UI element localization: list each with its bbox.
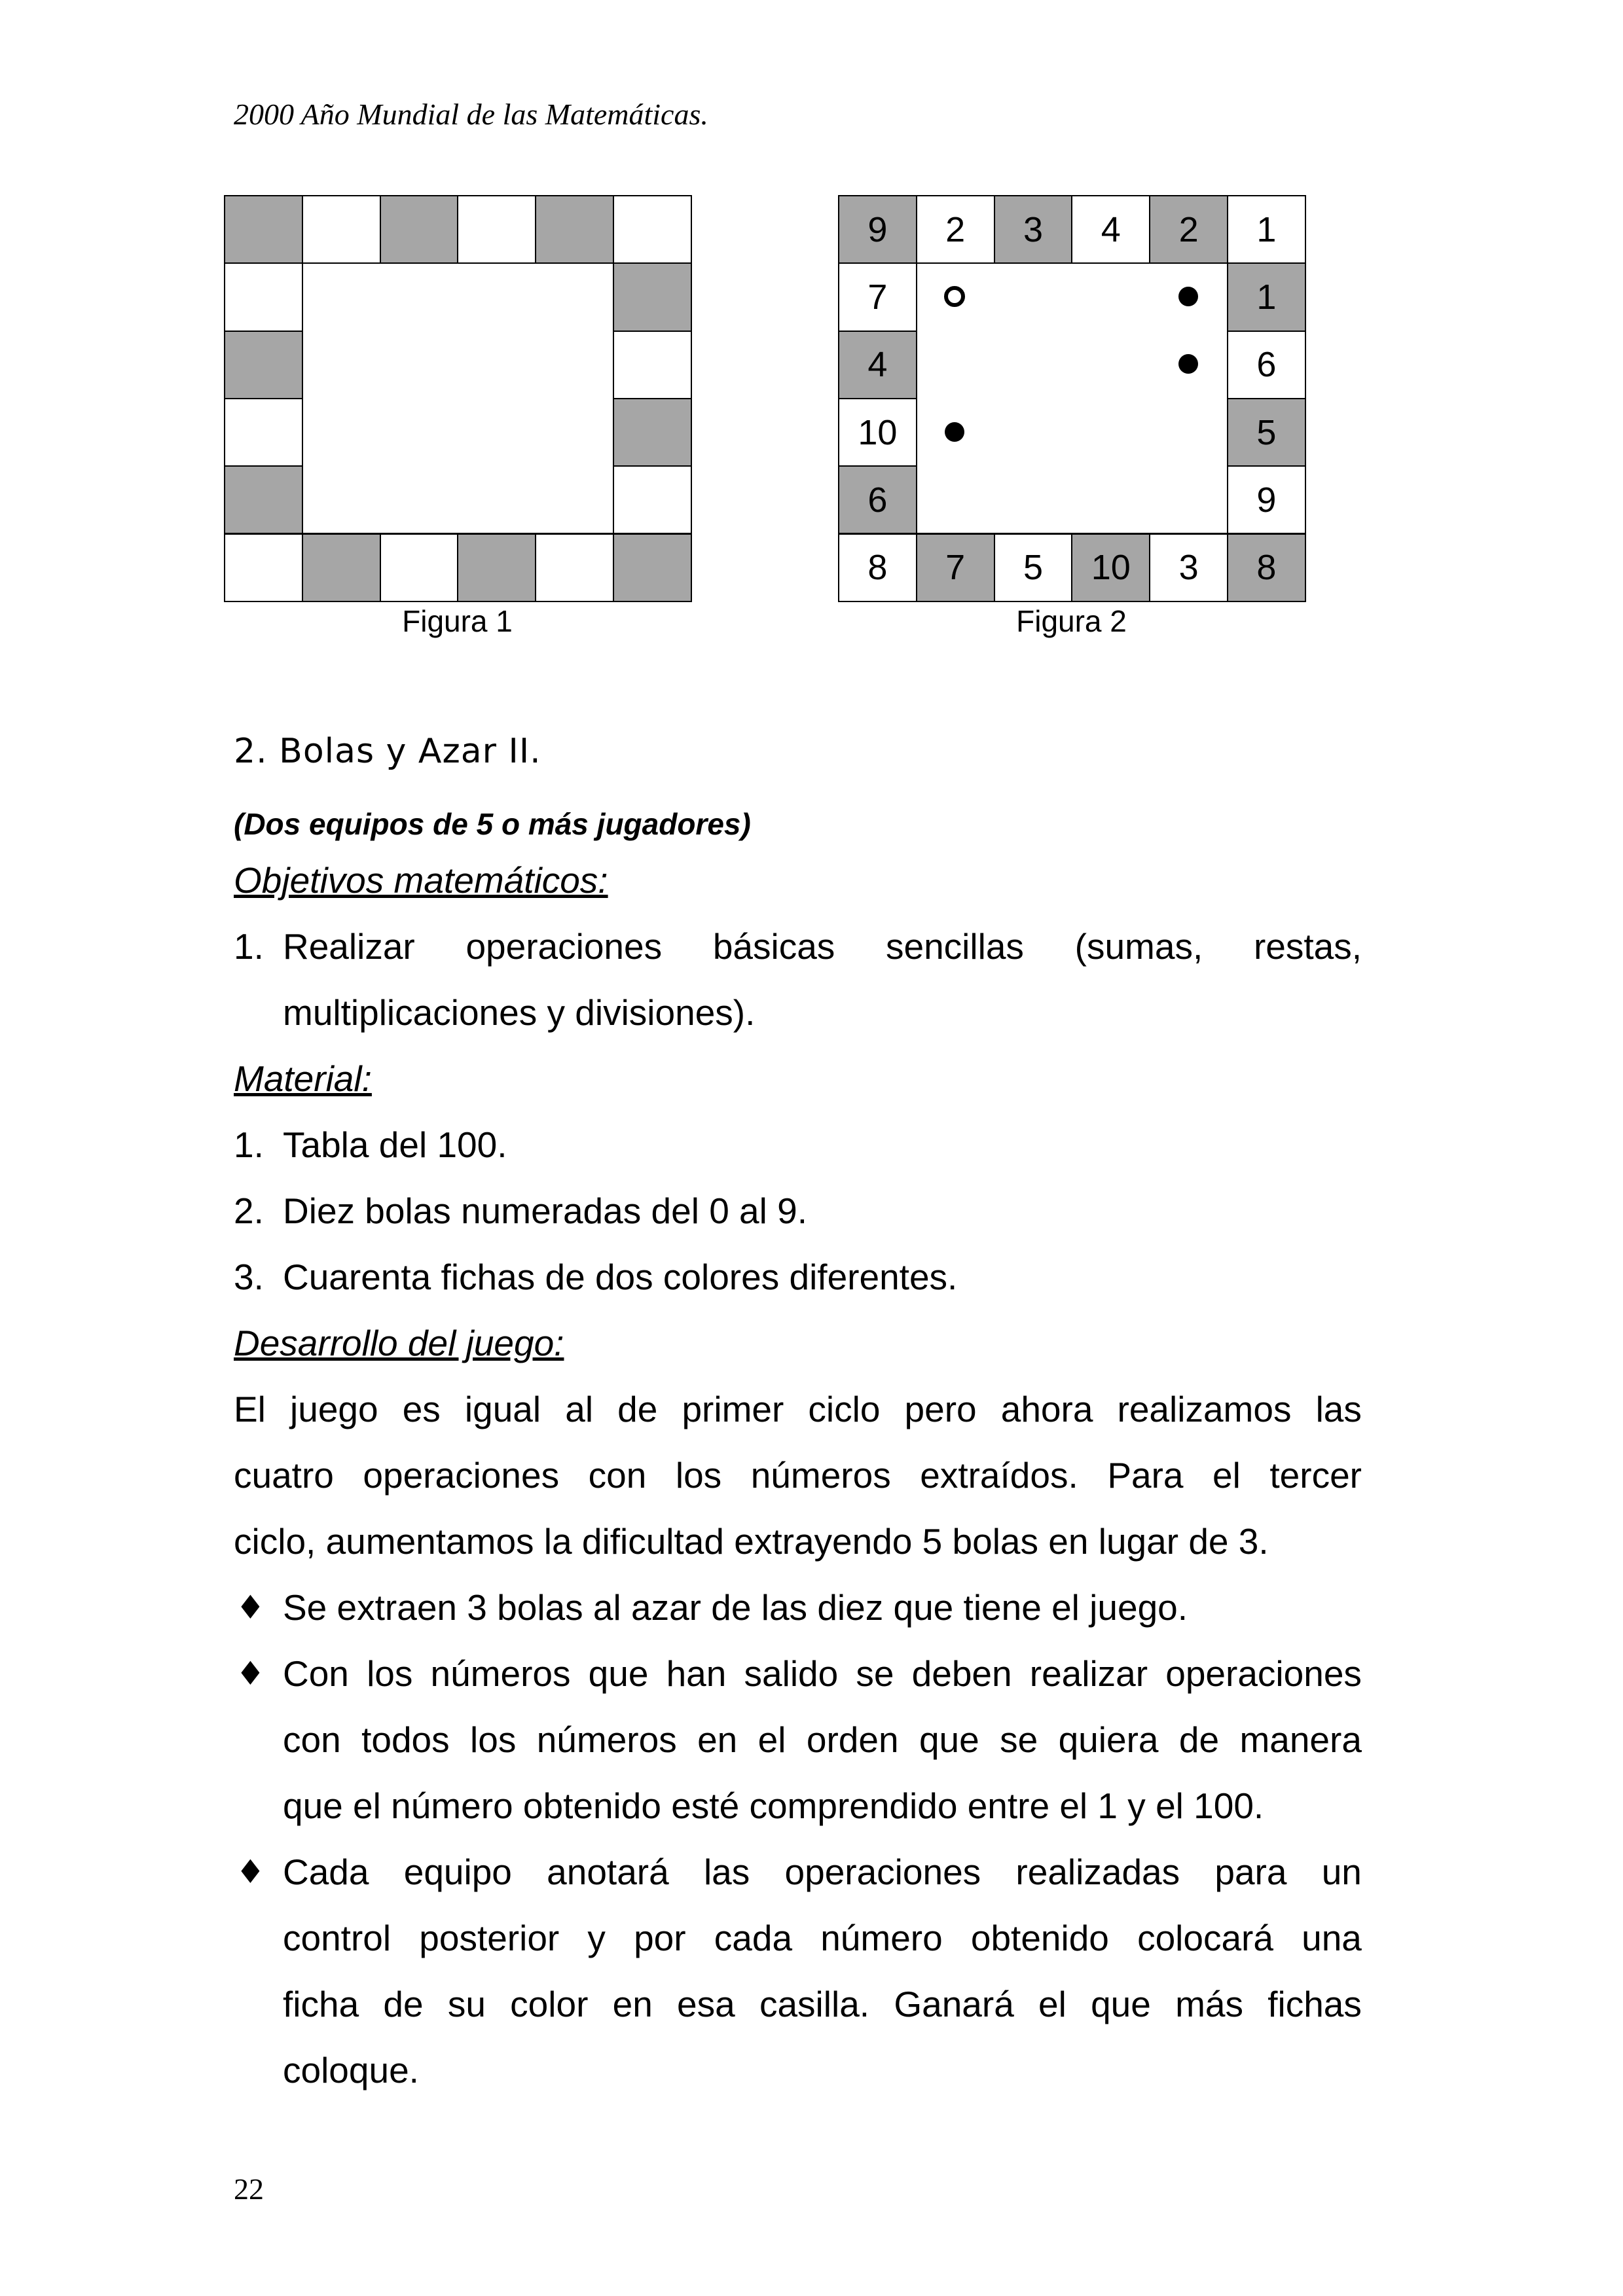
board-cell (457, 533, 536, 602)
word: extraídos. (920, 1455, 1078, 1496)
board-cell (224, 331, 303, 399)
diamond-bullet-icon: ♦ (236, 1853, 265, 1891)
word: (sumas, (1074, 926, 1203, 967)
material-item: Diez bolas numeradas del 0 al 9. (283, 1191, 808, 1231)
word: restas, (1253, 926, 1362, 967)
word: ficha (283, 1984, 359, 2024)
board-cell (613, 533, 692, 602)
word: un (1321, 1852, 1362, 1892)
board-cell: 4 (838, 331, 917, 399)
word: casilla. (759, 1984, 870, 2024)
objective-line: multiplicaciones y divisiones). (283, 992, 756, 1033)
board-cell (613, 465, 692, 534)
word: sencillas (886, 926, 1024, 967)
figure-1-board (224, 195, 691, 601)
bullet-line (283, 1981, 1362, 2027)
paragraph-line (234, 1452, 1362, 1498)
word: que (919, 1719, 979, 1760)
word: número (820, 1918, 943, 1958)
filled-marker (1178, 287, 1198, 306)
word: El (234, 1389, 266, 1429)
board-cell (535, 533, 614, 602)
board-cell (535, 195, 614, 264)
word: de (1178, 1719, 1220, 1760)
list-number: 2. (234, 1191, 264, 1231)
board-cell (380, 533, 459, 602)
board-cell (224, 262, 303, 331)
page-header: 2000 Año Mundial de las Matemáticas. (234, 98, 708, 131)
objectives-heading: Objetivos matemáticos: (234, 860, 608, 901)
board-cell (224, 465, 303, 534)
word: números (750, 1455, 891, 1496)
figure-2-board (838, 195, 1305, 601)
word: posterior (419, 1918, 560, 1958)
word: fichas (1267, 1984, 1362, 2024)
word: operaciones (784, 1852, 981, 1892)
word: Con (283, 1653, 349, 1694)
paragraph-line: ciclo, aumentamos la dificultad extrayendo 5 bolas en lugar de 3. (234, 1521, 1269, 1562)
paragraph-line (234, 1386, 1362, 1432)
board-cell: 7 (838, 262, 917, 331)
word: Cada (283, 1852, 369, 1892)
word: el (1038, 1984, 1067, 2024)
board-cell: 3 (994, 195, 1073, 264)
word: por (634, 1918, 686, 1958)
objective-line (283, 924, 1362, 969)
bullet-line (283, 1915, 1362, 1961)
board-cell: 2 (1149, 195, 1228, 264)
word: con (283, 1719, 341, 1760)
board-cell (302, 533, 381, 602)
word: deben (911, 1653, 1012, 1694)
bullet-line: que el número obtenido esté comprendido entre el 1 y el 100. (283, 1785, 1264, 1826)
board-cell: 2 (916, 195, 995, 264)
list-number: 1. (234, 926, 264, 967)
word: ciclo (808, 1389, 881, 1429)
word: los (675, 1455, 722, 1496)
board-cell (457, 195, 536, 264)
board-cell (613, 331, 692, 399)
word: ahora (1000, 1389, 1093, 1429)
board-cell: 5 (994, 533, 1073, 602)
material-item: Cuarenta fichas de dos colores diferentes. (283, 1257, 958, 1297)
board-cell: 1 (1227, 262, 1306, 331)
word: que (588, 1653, 649, 1694)
word: que (1091, 1984, 1151, 2024)
development-heading: Desarrollo del juego: (234, 1323, 564, 1363)
board-cell (224, 398, 303, 467)
word: juego (290, 1389, 378, 1429)
word: al (565, 1389, 594, 1429)
board-cell: 8 (1227, 533, 1306, 602)
word: quiera (1058, 1719, 1159, 1760)
board-cell: 10 (838, 398, 917, 467)
board-cell (302, 195, 381, 264)
list-number: 1. (234, 1124, 264, 1165)
diamond-bullet-icon: ♦ (236, 1655, 265, 1693)
board-cell: 9 (1227, 465, 1306, 534)
word: de (617, 1389, 658, 1429)
word: salido (744, 1653, 839, 1694)
board-cell (613, 195, 692, 264)
section-subtitle: (Dos equipos de 5 o más jugadores) (234, 807, 751, 841)
word: cuatro (234, 1455, 334, 1496)
word: color (510, 1984, 589, 2024)
word: operaciones (1165, 1653, 1362, 1694)
word: básicas (712, 926, 835, 967)
board-cell: 7 (916, 533, 995, 602)
word: las (1315, 1389, 1362, 1429)
word: orden (806, 1719, 899, 1760)
word: Ganará (894, 1984, 1014, 2024)
word: manera (1239, 1719, 1362, 1760)
word: números (430, 1653, 571, 1694)
board-cell: 10 (1071, 533, 1150, 602)
bullet-line (283, 1651, 1362, 1696)
board-cell: 6 (838, 465, 917, 534)
word: pero (904, 1389, 977, 1429)
word: realizamos (1117, 1389, 1292, 1429)
section-title: 2. Bolas y Azar II. (234, 732, 541, 771)
word: han (666, 1653, 727, 1694)
word: equipo (403, 1852, 512, 1892)
word: números (536, 1719, 677, 1760)
board-cell: 1 (1227, 195, 1306, 264)
board-center (302, 262, 614, 534)
word: igual (464, 1389, 541, 1429)
word: primer (682, 1389, 784, 1429)
word: operaciones (465, 926, 663, 967)
word: con (588, 1455, 647, 1496)
word: los (367, 1653, 413, 1694)
bullet-line (283, 1717, 1362, 1763)
board-cell (224, 195, 303, 264)
word: cada (714, 1918, 793, 1958)
word: realizar (1029, 1653, 1148, 1694)
word: realizadas (1015, 1852, 1180, 1892)
board-cell (613, 262, 692, 331)
bullet-line: coloque. (283, 2050, 419, 2090)
board-cell: 8 (838, 533, 917, 602)
board-cell: 9 (838, 195, 917, 264)
word: control (283, 1918, 392, 1958)
word: colocará (1137, 1918, 1273, 1958)
board-cell: 6 (1227, 331, 1306, 399)
word: más (1175, 1984, 1243, 2024)
word: el (757, 1719, 786, 1760)
word: todos (361, 1719, 450, 1760)
bullet-line (283, 1849, 1362, 1895)
page-number: 22 (234, 2172, 264, 2206)
word: las (703, 1852, 750, 1892)
word: se (856, 1653, 894, 1694)
word: anotará (547, 1852, 669, 1892)
board-cell: 3 (1149, 533, 1228, 602)
bullet-line: Se extraen 3 bolas al azar de las diez que tiene el juego. (283, 1587, 1188, 1628)
word: en (612, 1984, 653, 2024)
word: es (402, 1389, 441, 1429)
board-cell (613, 398, 692, 467)
board-cell (224, 533, 303, 602)
word: los (470, 1719, 517, 1760)
word: de (383, 1984, 424, 2024)
figure-2-caption: Figura 2 (1016, 604, 1127, 638)
word: tercer (1269, 1455, 1362, 1496)
word: Realizar (283, 926, 415, 967)
hollow-marker (944, 286, 965, 307)
board-cell: 5 (1227, 398, 1306, 467)
material-heading: Material: (234, 1058, 372, 1099)
word: para (1214, 1852, 1287, 1892)
diamond-bullet-icon: ♦ (236, 1588, 265, 1626)
filled-marker (945, 422, 964, 442)
filled-marker (1178, 354, 1198, 374)
figure-1-caption: Figura 1 (402, 604, 513, 638)
board-cell (380, 195, 459, 264)
word: operaciones (363, 1455, 560, 1496)
word: su (447, 1984, 486, 2024)
word: Para (1107, 1455, 1184, 1496)
word: en (697, 1719, 738, 1760)
word: obtenido (970, 1918, 1109, 1958)
word: una (1302, 1918, 1362, 1958)
word: el (1213, 1455, 1241, 1496)
word: esa (677, 1984, 735, 2024)
board-cell: 4 (1071, 195, 1150, 264)
word: se (1000, 1719, 1038, 1760)
word: y (587, 1918, 606, 1958)
material-item: Tabla del 100. (283, 1124, 507, 1165)
list-number: 3. (234, 1257, 264, 1297)
